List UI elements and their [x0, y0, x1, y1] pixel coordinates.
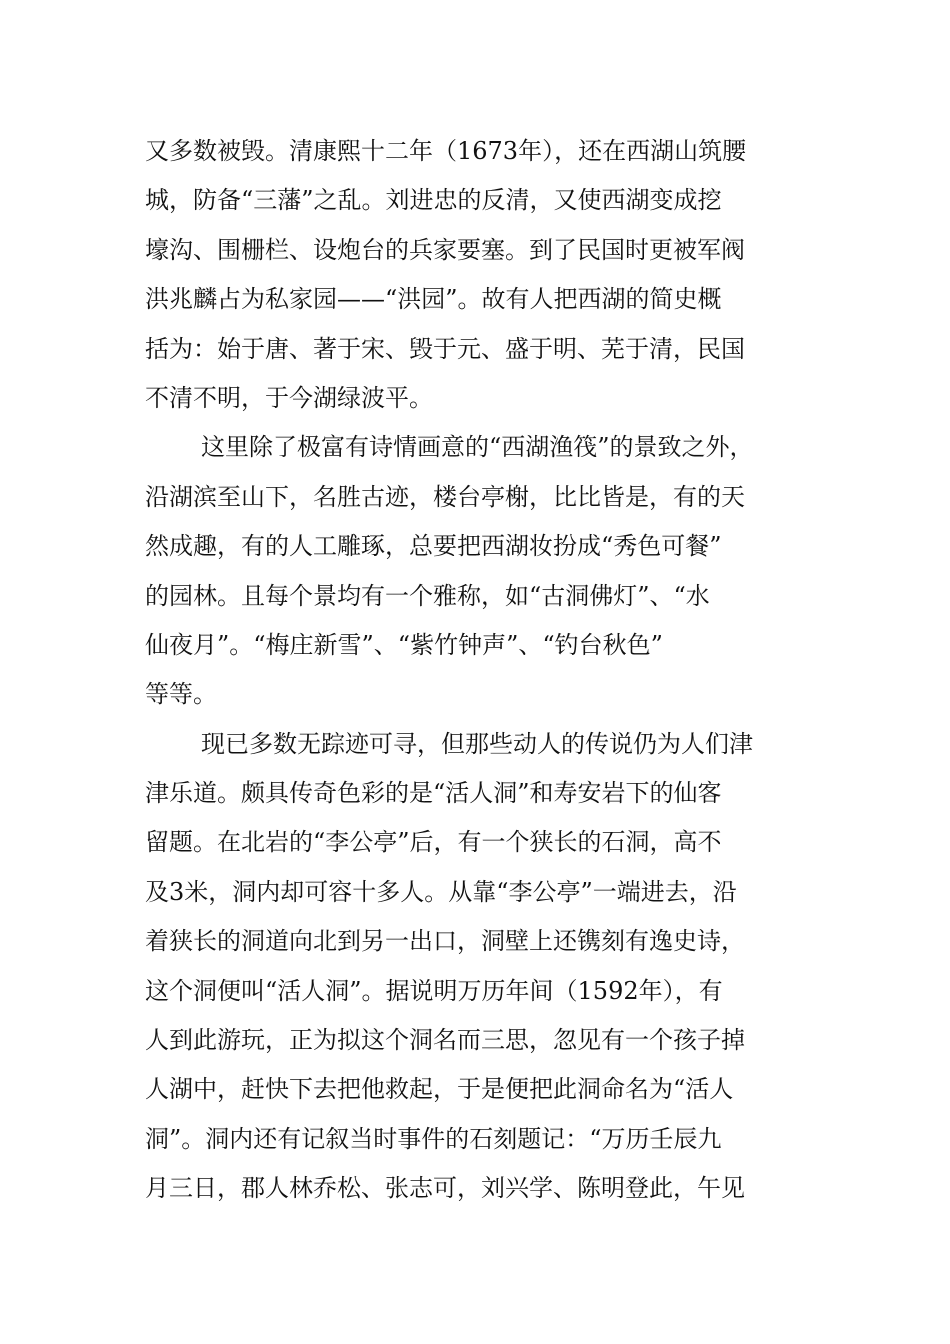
text-line: 着狭长的洞道向北到另一出口，洞壁上还镌刻有逸史诗， — [145, 927, 745, 956]
text-line: 洞”。洞内还有记叙当时事件的石刻题记：“万历壬辰九 — [145, 1124, 722, 1153]
paragraph — [145, 423, 825, 719]
text-line: 沿湖滨至山下，名胜古迹，楼台亭榭，比比皆是，有的天 — [145, 482, 745, 511]
text-line: 津乐道。颇具传奇色彩的是“活人洞”和寿安岩下的仙客 — [145, 779, 722, 808]
text-line: 等等。 — [145, 680, 217, 709]
text-line: 不清不明，于今湖绿波平。 — [145, 383, 433, 412]
text-line: 留题。在北岩的“李公亭”后，有一个狭长的石洞，高不 — [145, 828, 722, 857]
text-line: 这个洞便叫“活人洞”。据说明万历年间（1592年），有 — [145, 976, 723, 1005]
text-line: 人到此游玩，正为拟这个洞名而三思，忽见有一个孩子掉 — [145, 1026, 745, 1055]
text-line: 仙夜月”。“梅庄新雪”、“紫竹钟声”、“钓台秋色” — [145, 630, 663, 659]
text-line: 现已多数无踪迹可寻，但那些动人的传说仍为人们津 — [201, 729, 753, 758]
text-line: 这里除了极富有诗情画意的“西湖渔筏”的景致之外， — [201, 433, 754, 462]
text-line: 洪兆麟占为私家园——“洪园”。故有人把西湖的简史概 — [145, 285, 722, 314]
text-line: 又多数被毁。清康熙十二年（1673年），还在西湖山筑腰 — [145, 137, 747, 165]
text-line: 括为：始于唐、著于宋、毁于元、盛于明、芜于清，民国 — [145, 334, 745, 363]
document-body — [145, 127, 825, 1214]
paragraph — [145, 127, 825, 423]
text-line: 人湖中，赶快下去把他救起，于是便把此洞命名为“活人 — [145, 1075, 734, 1104]
text-line: 的园林。且每个景均有一个雅称，如“古洞佛灯”、“水 — [145, 581, 710, 610]
text-line: 及3米，洞内却可容十多人。从靠“李公亭”一端进去，沿 — [145, 877, 737, 906]
text-line: 城，防备“三藩”之乱。刘进忠的反清，又使西湖变成挖 — [145, 186, 722, 215]
text-line: 月三日，郡人林乔松、张志可，刘兴学、陈明登此，午见 — [145, 1174, 745, 1203]
paragraph — [145, 720, 825, 1214]
text-line: 壕沟、围栅栏、设炮台的兵家要塞。到了民国时更被军阀 — [145, 235, 745, 264]
text-line: 然成趣，有的人工雕琢，总要把西湖妆扮成“秀色可餐” — [145, 532, 722, 561]
